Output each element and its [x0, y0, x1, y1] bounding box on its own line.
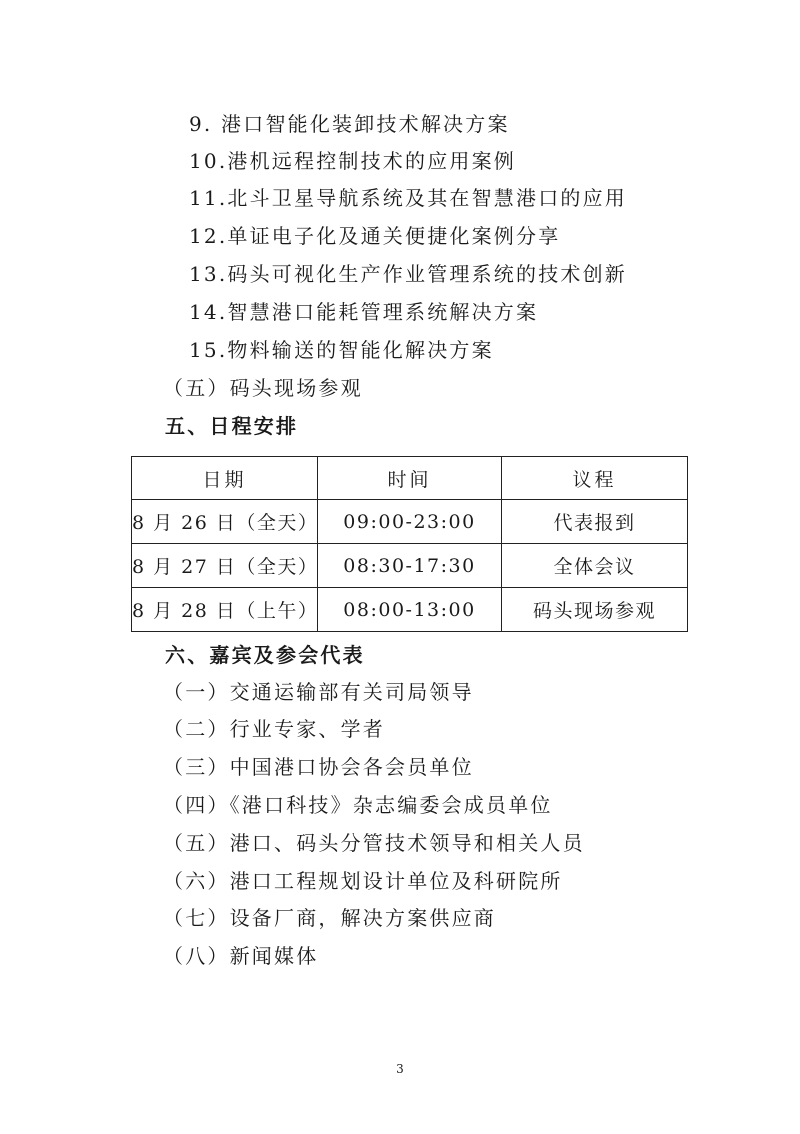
list-item: 13.码头可视化生产作业管理系统的技术创新: [189, 262, 628, 286]
schedule-table: [131, 456, 688, 632]
list-item: （六）港口工程规划设计单位及科研院所: [163, 869, 563, 893]
list-item: 9. 港口智能化装卸技术解决方案: [189, 112, 510, 136]
list-item: 14.智慧港口能耗管理系统解决方案: [189, 300, 539, 324]
table-cell: 09:00-23:00: [318, 500, 502, 544]
table-cell: 代表报到: [502, 500, 688, 544]
table-row: [132, 588, 688, 632]
list-item: 10.港机远程控制技术的应用案例: [189, 149, 517, 173]
list-item: （五）港口、码头分管技术领导和相关人员: [163, 831, 585, 855]
list-item: （八）新闻媒体: [163, 944, 319, 968]
column-header: 时间: [318, 457, 502, 500]
page-number: 3: [396, 1062, 404, 1076]
list-item: 15.物料输送的智能化解决方案: [189, 338, 494, 362]
table-row: [132, 500, 688, 544]
table-cell: 08:00-13:00: [318, 588, 502, 632]
column-header: 议程: [502, 457, 688, 500]
list-item: 11.北斗卫星导航系统及其在智慧港口的应用: [189, 186, 628, 210]
table-cell: 码头现场参观: [502, 588, 688, 632]
table-header-row: [132, 457, 688, 500]
table-cell: 全体会议: [502, 544, 688, 588]
table-cell: 8 月 28 日（上午）: [132, 588, 318, 632]
table-cell: 8 月 26 日（全天）: [132, 500, 318, 544]
column-header: 日期: [132, 457, 318, 500]
list-item: （二）行业专家、学者: [163, 717, 385, 741]
list-item: （三）中国港口协会各会员单位: [163, 755, 474, 779]
table-cell: 08:30-17:30: [318, 544, 502, 588]
list-item: （一）交通运输部有关司局领导: [163, 680, 474, 704]
table-row: [132, 544, 688, 588]
list-item: （七）设备厂商，解决方案供应商: [163, 906, 496, 930]
subsection-item: （五）码头现场参观: [163, 376, 363, 400]
section-heading: 五、日程安排: [165, 414, 299, 438]
list-item: 12.单证电子化及通关便捷化案例分享: [189, 224, 561, 248]
table-cell: 8 月 27 日（全天）: [132, 544, 318, 588]
section-heading: 六、嘉宾及参会代表: [165, 643, 365, 667]
list-item: （四）《港口科技》杂志编委会成员单位: [163, 793, 553, 817]
